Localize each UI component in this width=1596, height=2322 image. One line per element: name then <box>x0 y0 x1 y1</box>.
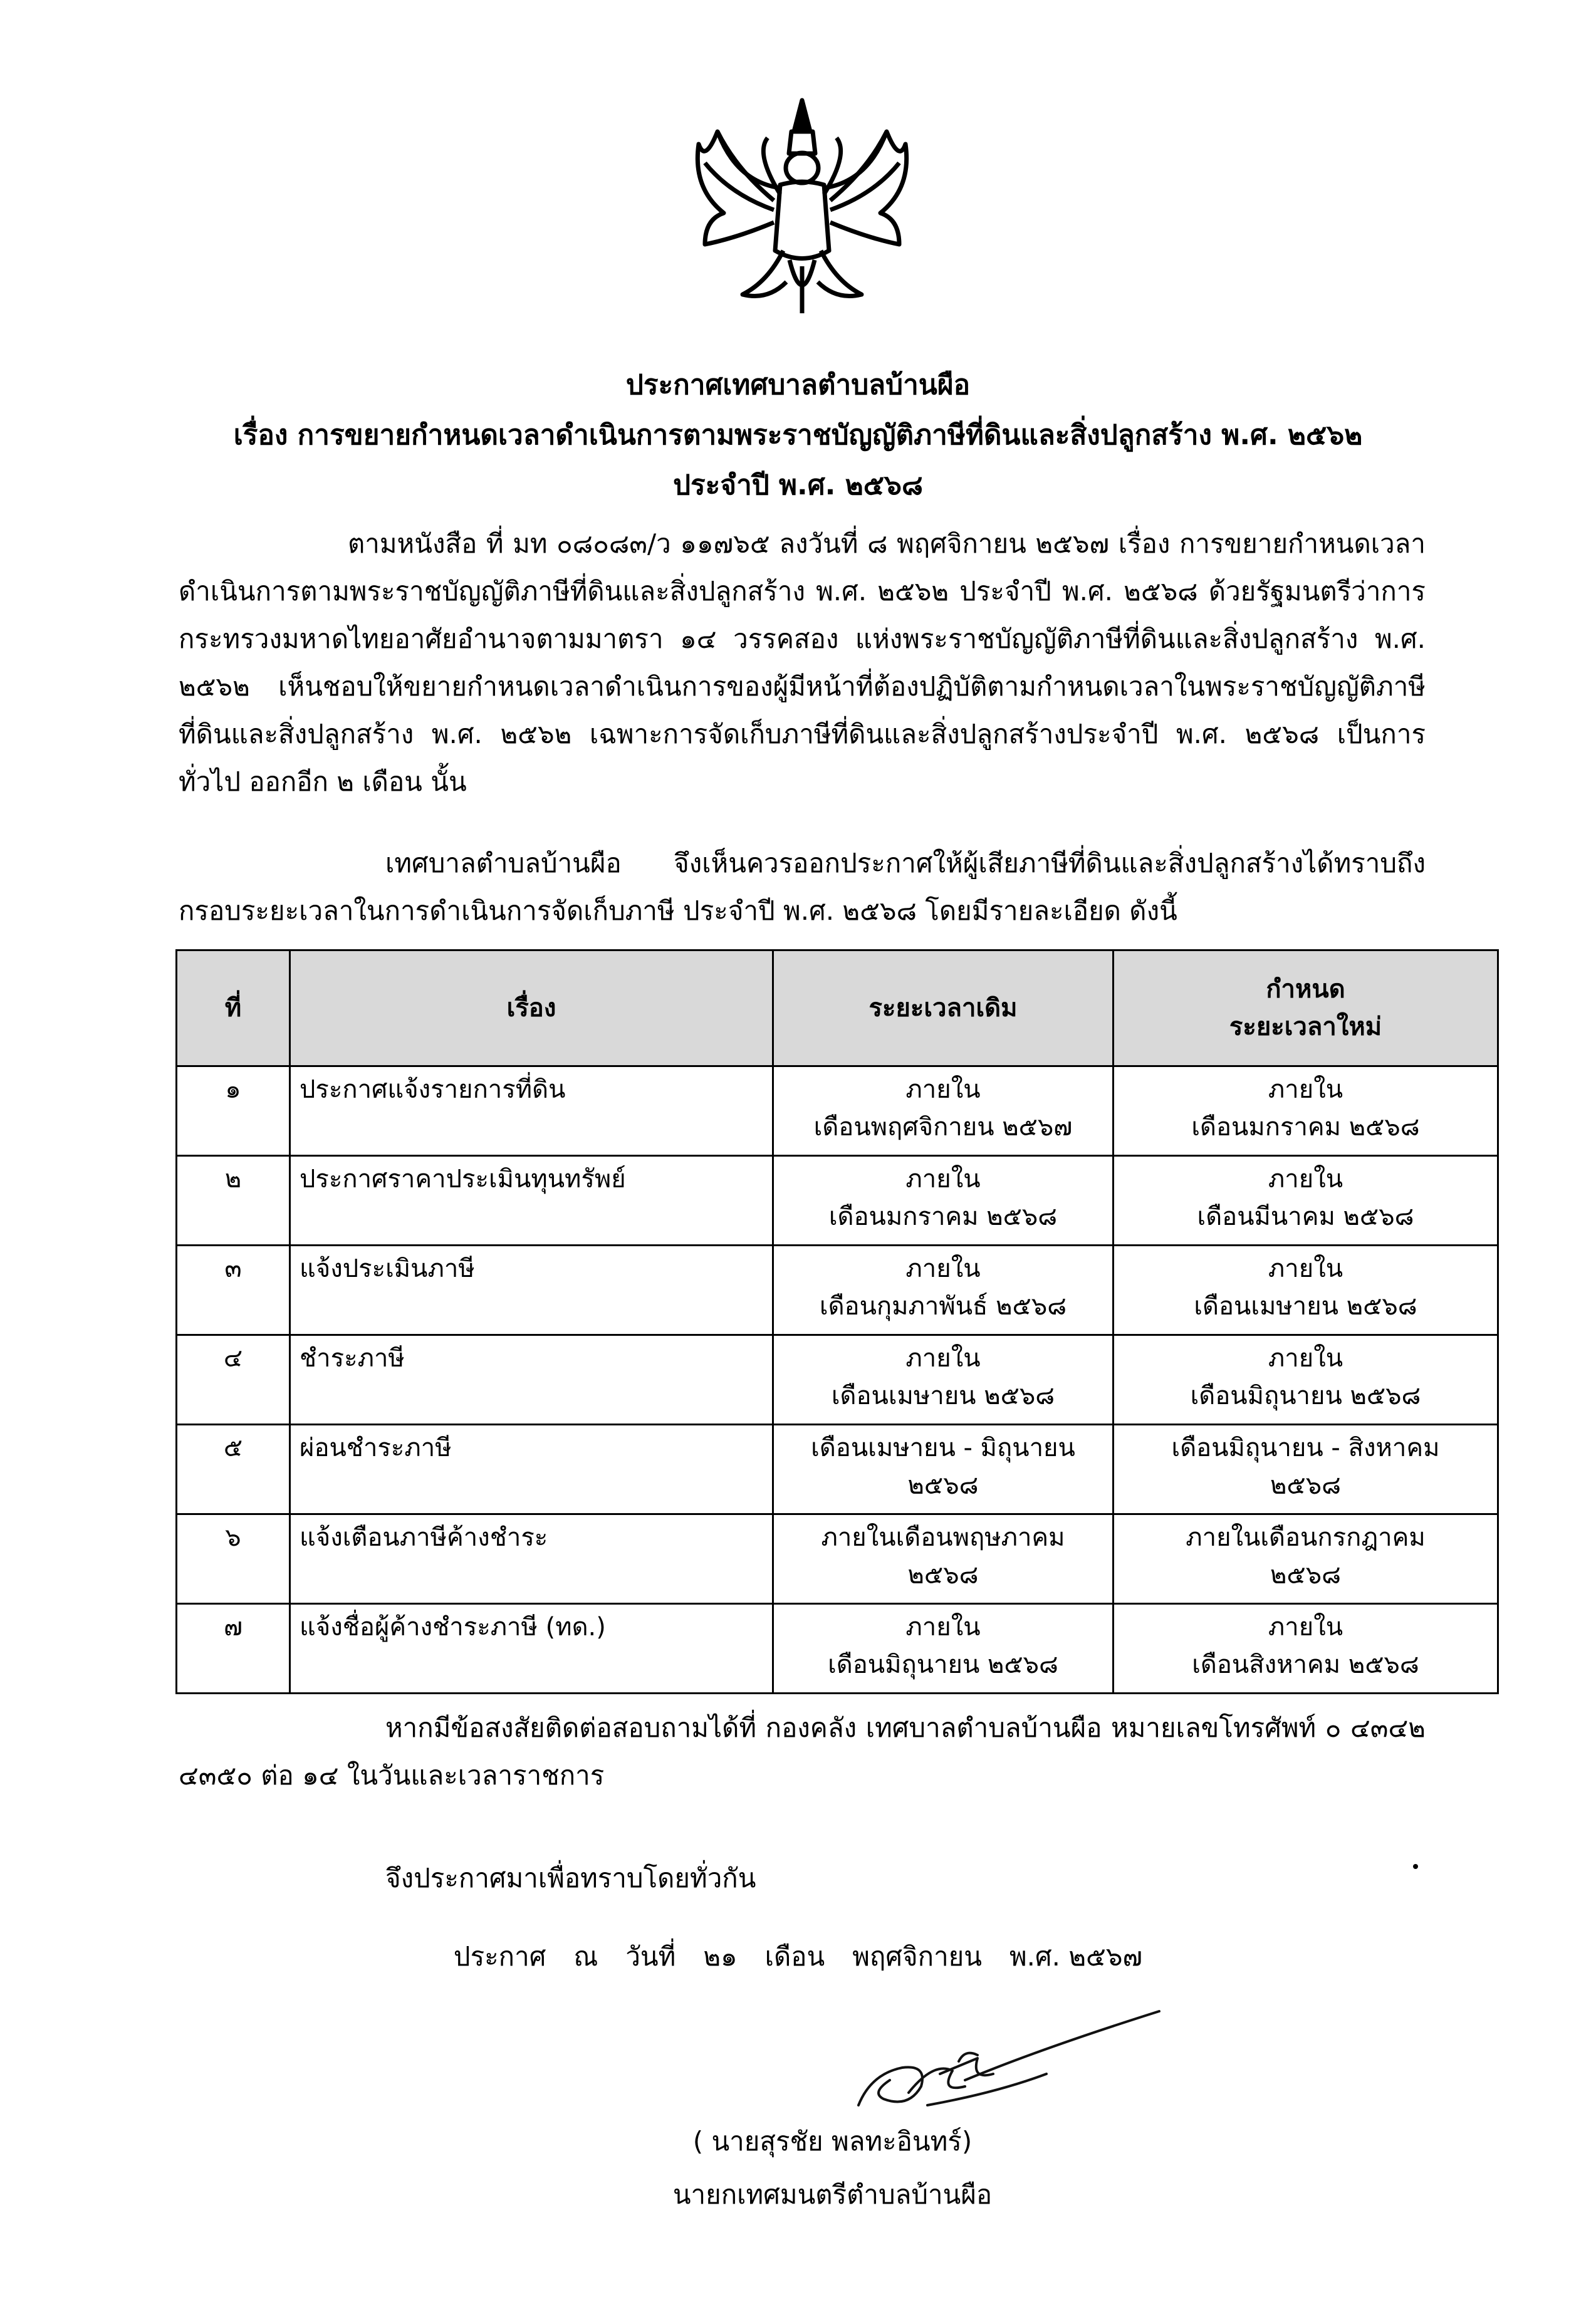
announce-line: จึงประกาศมาเพื่อทราบโดยทั่วกัน <box>385 1863 756 1893</box>
original-line-2: เดือนกุมภาพันธ์ ๒๕๖๘ <box>819 1292 1067 1321</box>
contact-paragraph: หากมีข้อสงสัยติดต่อสอบถามได้ที่ กองคลัง เทศบาลตำบลบ้านผือ หมายเลขโทรศัพท์ ๐ ๔๓๔๒ ๔๓๕๐ ต่อ ๑๔ ในวันและเวลาราชการ <box>179 1712 1426 1791</box>
row-new-period <box>1114 1425 1498 1514</box>
original-line-2: เดือนมิถุนายน ๒๕๖๘ <box>828 1650 1058 1679</box>
row-subject: แจ้งเตือนภาษีค้างชำระ <box>290 1514 773 1604</box>
row-new-period <box>1114 1514 1498 1604</box>
header-original-period: ระยะเวลาเดิม <box>773 950 1114 1066</box>
header-no: ที่ <box>177 950 290 1066</box>
table-header-row <box>177 950 1498 1066</box>
date-prefix: ประกาศ <box>453 1941 546 1972</box>
table-row <box>177 1246 1498 1335</box>
original-line-2: เดือนมกราคม ๒๕๖๘ <box>828 1202 1058 1231</box>
row-no: ๑ <box>177 1066 290 1156</box>
new-line-2: ๒๕๖๘ <box>1270 1561 1341 1590</box>
row-subject: ประกาศแจ้งรายการที่ดิน <box>290 1066 773 1156</box>
table-row <box>177 1604 1498 1694</box>
original-line-2: เดือนพฤศจิกายน ๒๕๖๗ <box>813 1113 1073 1142</box>
row-no: ๗ <box>177 1604 290 1694</box>
schedule-table <box>175 949 1499 1694</box>
row-original-period <box>773 1156 1114 1246</box>
original-line-1: เดือนเมษายน - มิถุนายน <box>811 1434 1075 1462</box>
row-no: ๒ <box>177 1156 290 1246</box>
row-original-period <box>773 1425 1114 1514</box>
original-line-2: ๒๕๖๘ <box>907 1561 979 1590</box>
original-line-1: ภายใน <box>905 1613 981 1642</box>
table-row <box>177 1425 1498 1514</box>
new-line-2: เดือนมิถุนายน ๒๕๖๘ <box>1190 1382 1421 1410</box>
body-paragraph-2: เทศบาลตำบลบ้านผือ จึงเห็นควรออกประกาศให้ผู้เสียภาษีที่ดินและสิ่งปลูกสร้างได้ทราบถึงกรอบระยะเวลาในการดำเนินการจัดเก็บภาษี ประจำปี พ.ศ. ๒๕๖๘ โดยมีรายละเอียด ดังนี้ <box>179 848 1426 926</box>
date-at: ณ <box>573 1941 598 1972</box>
original-line-1: ภายใน <box>905 1254 981 1283</box>
new-line-2: เดือนมกราคม ๒๕๖๘ <box>1191 1113 1420 1142</box>
row-original-period <box>773 1066 1114 1156</box>
row-subject: แจ้งประเมินภาษี <box>290 1246 773 1335</box>
row-subject: แจ้งชื่อผู้ค้างชำระภาษี (ทด.) <box>290 1604 773 1694</box>
original-line-1: ภายใน <box>905 1344 981 1373</box>
row-subject: ประกาศราคาประเมินทุนทรัพย์ <box>290 1156 773 1246</box>
announcement-date <box>0 1936 1596 1977</box>
row-new-period <box>1114 1156 1498 1246</box>
new-line-2: เดือนเมษายน ๒๕๖๘ <box>1194 1292 1417 1321</box>
original-line-1: ภายใน <box>905 1075 981 1104</box>
row-subject: ผ่อนชำระภาษี <box>290 1425 773 1514</box>
date-day: ๒๑ <box>703 1941 738 1972</box>
new-line-1: ภายใน <box>1268 1613 1343 1642</box>
header-new-line-1: กำหนด <box>1266 975 1345 1004</box>
body-paragraph-1: ตามหนังสือ ที่ มท ๐๘๐๘๓/ว ๑๑๗๖๕ ลงวันที่ ๘ พฤศจิกายน ๒๕๖๗ เรื่อง การขยายกำหนดเวลาดำเนินการตามพระราชบัญญัติภาษีที่ดินและสิ่งปลูกสร้าง พ.ศ. ๒๕๖๒ ประจำปี พ.ศ. ๒๕๖๘ ด้วยรัฐมนตรีว่าการกระทรวงมหาดไทยอาศัยอำนาจตามมาตรา ๑๔ วรรคสอง แห่งพระราชบัญญัติภาษีที่ดินและสิ่งปลูกสร้าง พ.ศ. ๒๕๖๒ เห็นชอบให้ขยายกำหนดเวลาดำเนินการของผู้มีหน้าที่ต้องปฏิบัติตามกำหนดเวลาในพระราชบัญญัติภาษีที่ดินและสิ่งปลูกสร้าง พ.ศ. ๒๕๖๒ เฉพาะการจัดเก็บภาษีที่ดินและสิ่งปลูกสร้างประจำปี พ.ศ. ๒๕๖๘ เป็นการทั่วไป ออกอีก ๒ เดือน นั้น <box>179 528 1426 797</box>
row-new-period <box>1114 1604 1498 1694</box>
announcement-year: ประจำปี พ.ศ. ๒๕๖๘ <box>673 469 923 501</box>
date-month-label: เดือน <box>764 1941 825 1972</box>
table-row <box>177 1514 1498 1604</box>
table-row <box>177 1066 1498 1156</box>
row-no: ๓ <box>177 1246 290 1335</box>
row-original-period <box>773 1604 1114 1694</box>
original-line-2: เดือนเมษายน ๒๕๖๘ <box>831 1382 1055 1410</box>
row-subject: ชำระภาษี <box>290 1335 773 1425</box>
original-line-1: ภายในเดือนพฤษภาคม <box>821 1523 1065 1552</box>
date-month: พฤศจิกายน <box>852 1941 982 1972</box>
new-line-2: ๒๕๖๘ <box>1270 1471 1341 1500</box>
row-no: ๖ <box>177 1514 290 1604</box>
handwritten-signature <box>833 1999 1172 2124</box>
row-original-period <box>773 1246 1114 1335</box>
row-original-period <box>773 1335 1114 1425</box>
stray-dot <box>1413 1864 1418 1869</box>
row-no: ๕ <box>177 1425 290 1514</box>
announcement-subject: เรื่อง การขยายกำหนดเวลาดำเนินการตามพระราชบัญญัติภาษีที่ดินและสิ่งปลูกสร้าง พ.ศ. ๒๕๖๒ <box>233 419 1363 451</box>
table-row <box>177 1156 1498 1246</box>
new-line-2: เดือนสิงหาคม ๒๕๖๘ <box>1192 1650 1419 1679</box>
announcement-agency: ประกาศเทศบาลตำบลบ้านผือ <box>625 369 971 401</box>
row-no: ๔ <box>177 1335 290 1425</box>
garuda-emblem-icon <box>680 94 924 326</box>
original-line-2: ๒๕๖๘ <box>907 1471 979 1500</box>
row-new-period <box>1114 1335 1498 1425</box>
date-day-label: วันที่ <box>625 1941 676 1972</box>
header-new-period <box>1114 950 1498 1066</box>
signer-name: ( นายสุรชัย พลทะอินทร์) <box>692 2126 973 2157</box>
new-line-1: ภายในเดือนกรกฎาคม <box>1186 1523 1426 1552</box>
table-row <box>177 1335 1498 1425</box>
new-line-1: ภายใน <box>1268 1344 1343 1373</box>
original-line-1: ภายใน <box>905 1165 981 1194</box>
row-original-period <box>773 1514 1114 1604</box>
header-subject: เรื่อง <box>290 950 773 1066</box>
new-line-1: เดือนมิถุนายน - สิงหาคม <box>1171 1434 1440 1462</box>
new-line-1: ภายใน <box>1268 1075 1343 1104</box>
row-new-period <box>1114 1066 1498 1156</box>
date-year: พ.ศ. ๒๕๖๗ <box>1009 1941 1143 1972</box>
new-line-2: เดือนมีนาคม ๒๕๖๘ <box>1197 1202 1414 1231</box>
new-line-1: ภายใน <box>1268 1254 1343 1283</box>
signer-title: นายกเทศมนตรีตำบลบ้านผือ <box>672 2179 993 2210</box>
header-new-line-2: ระยะเวลาใหม่ <box>1229 1013 1382 1041</box>
new-line-1: ภายใน <box>1268 1165 1343 1194</box>
row-new-period <box>1114 1246 1498 1335</box>
